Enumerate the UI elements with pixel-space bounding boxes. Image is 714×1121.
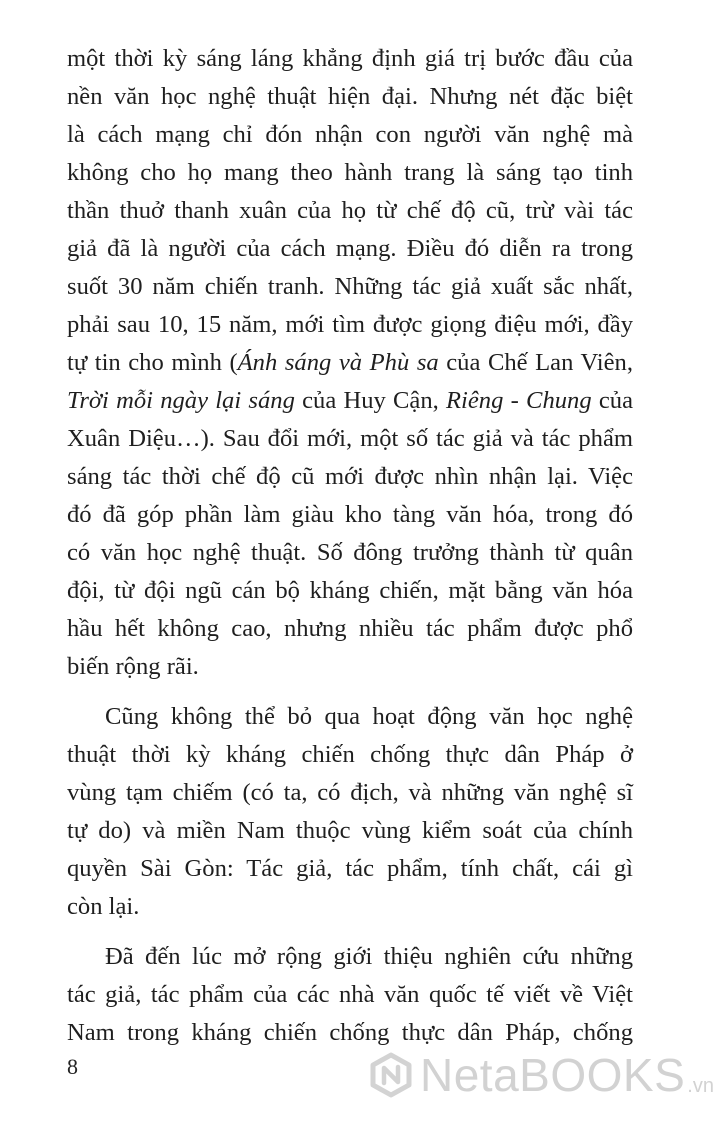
text-line: một thời kỳ sáng láng khẳng định giá trị bước đầu của	[67, 45, 633, 72]
text-line: là cách mạng chỉ đón nhận con người văn nghệ mà	[67, 121, 633, 148]
text-line: hầu hết không cao, nhưng nhiều tác phẩm được phổ	[67, 615, 633, 642]
text-line: thuật thời kỳ kháng chiến chống thực dân Pháp ở	[67, 741, 633, 768]
text-line: Đã đến lúc mở rộng giới thiệu nghiên cứu những	[105, 943, 633, 970]
text-line: Cũng không thể bỏ qua hoạt động văn học nghệ	[105, 703, 633, 730]
book-title: Ánh sáng và Phù sa	[237, 349, 439, 376]
text-run: tự tin cho mình (	[67, 349, 238, 376]
text-run: của Chế Lan Viên,	[438, 349, 633, 376]
text-line: giả đã là người của cách mạng. Điều đó diễn ra trong	[67, 235, 633, 262]
text-line: sáng tác thời chế độ cũ mới được nhìn nhận lại. Việc	[67, 463, 633, 490]
watermark-suffix: .vn	[687, 1075, 714, 1097]
page-number: 8	[67, 1054, 78, 1079]
body-text	[67, 40, 633, 1052]
text-line	[67, 344, 633, 382]
text-line: đội, từ đội ngũ cán bộ kháng chiến, mặt bằng văn hóa	[67, 577, 633, 604]
text-line: Xuân Diệu…). Sau đổi mới, một số tác giả và tác phẩm	[67, 425, 633, 452]
text-line	[67, 382, 633, 420]
text-line: còn lại.	[67, 893, 140, 920]
text-line: đó đã góp phần làm giàu kho tàng văn hóa, trong đó	[67, 501, 633, 528]
text-line: nền văn học nghệ thuật hiện đại. Nhưng nét đặc biệt	[67, 83, 633, 110]
text-line: thần thuở thanh xuân của họ từ chế độ cũ, trừ vài tác	[67, 197, 633, 224]
paragraph-3	[67, 938, 633, 1052]
paragraph-2	[67, 698, 633, 926]
text-line: biến rộng rãi.	[67, 653, 199, 680]
text-line: suốt 30 năm chiến tranh. Những tác giả xuất sắc nhất,	[67, 273, 633, 300]
book-title: Trời mỗi ngày lại sáng	[67, 387, 295, 414]
watermark-brand: NetaBOOKS	[420, 1049, 686, 1101]
text-line: có văn học nghệ thuật. Số đông trưởng thành từ quân	[67, 539, 633, 566]
text-line: Nam trong kháng chiến chống thực dân Pháp, chống	[67, 1019, 633, 1046]
text-line: tự do) và miền Nam thuộc vùng kiểm soát của chính	[67, 817, 633, 844]
text-run: của	[591, 387, 633, 414]
text-line: phải sau 10, 15 năm, mới tìm được giọng điệu mới, đầy	[67, 311, 633, 338]
text-line: tác giả, tác phẩm của các nhà văn quốc tế viết về Việt	[67, 981, 633, 1008]
text-line: vùng tạm chiếm (có ta, có địch, và những văn nghệ sĩ	[67, 779, 633, 806]
netabooks-logo-icon	[368, 1052, 414, 1098]
text-line: quyền Sài Gòn: Tác giả, tác phẩm, tính chất, cái gì	[67, 855, 633, 882]
paragraph-1	[67, 40, 633, 686]
watermark	[368, 1040, 714, 1110]
book-title: Riêng - Chung	[446, 387, 592, 414]
text-line: không cho họ mang theo hành trang là sáng tạo tinh	[67, 159, 633, 186]
text-run: của Huy Cận,	[294, 387, 447, 414]
